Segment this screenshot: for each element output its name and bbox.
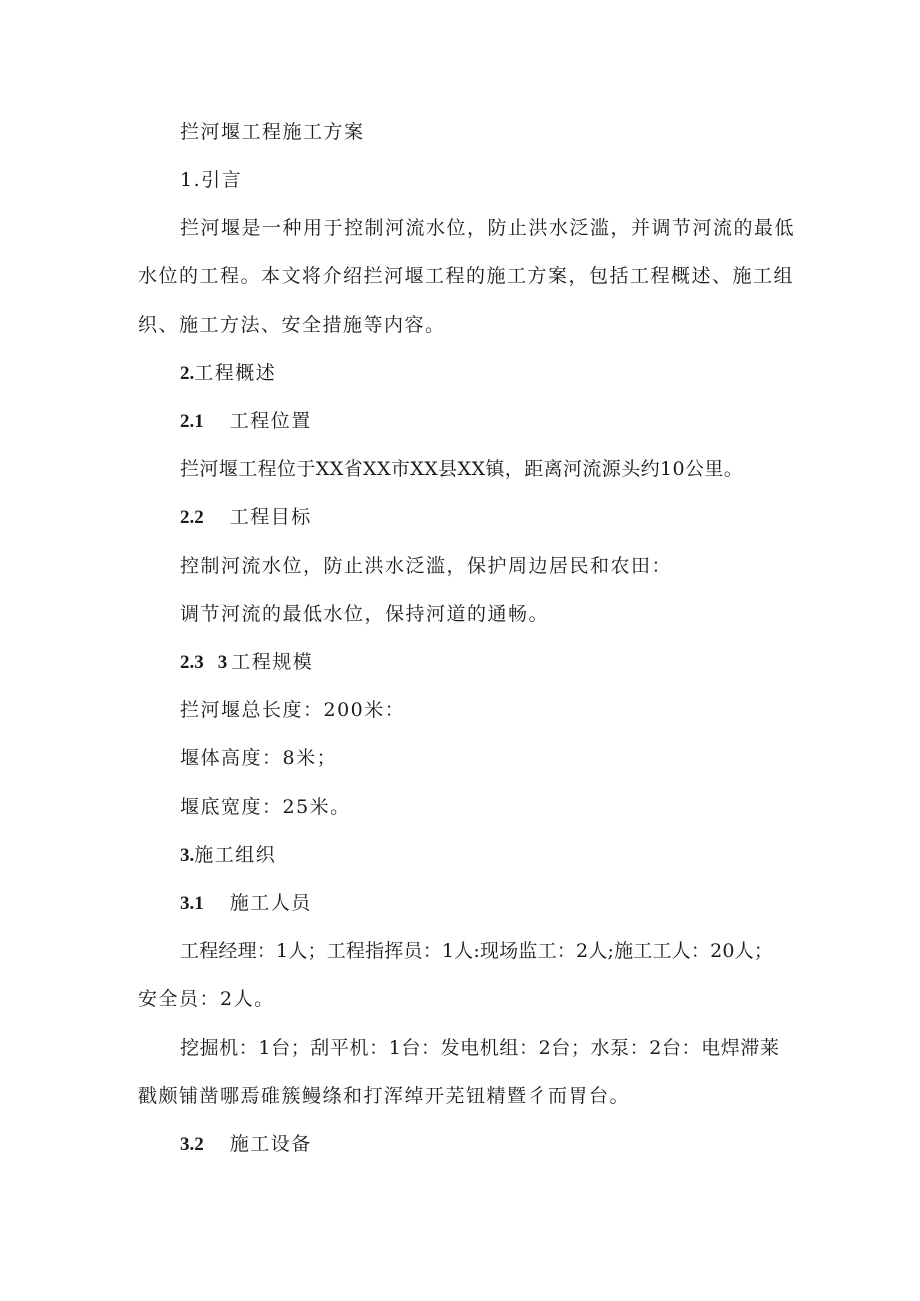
- scale-line-1: 拦河堰总长度：200米：: [180, 699, 406, 721]
- section-2-1-title: 工程位置: [229, 410, 312, 432]
- staff-line-1: 工程经理：1人；工程指挥员：1人:现场监工：2人;施工工人：20人；: [180, 940, 774, 962]
- section-3-1-number: 3.1: [180, 893, 204, 914]
- section-2-heading: [180, 361, 276, 386]
- section-2-3-heading: [180, 650, 313, 675]
- intro-paragraph-line-2: 水位的工程。本文将介绍拦河堰工程的施工方案，包括工程概述、施工组: [138, 265, 795, 287]
- section-2-3-title: 工程规模: [231, 651, 314, 673]
- intro-paragraph-line-3: 织、施工方法、安全措施等内容。: [138, 314, 446, 336]
- equipment-line-1: 挖掘机：1台；刮平机：1台：发电机组：2台；水泵：2台：电焊滞莱: [180, 1037, 780, 1059]
- section-2-3-number: 2.3: [180, 652, 204, 673]
- section-3-1-heading: [180, 891, 312, 916]
- section-2-1-number: 2.1: [180, 411, 204, 432]
- section-1-heading: 1.引言: [180, 169, 243, 191]
- section-3-2-title: 施工设备: [229, 1133, 312, 1155]
- section-2-3-subnumber: 3: [217, 652, 228, 673]
- staff-line-2: 安全员：2人。: [138, 988, 275, 1010]
- section-2-number: 2.: [180, 363, 195, 384]
- section-3-2-number: 3.2: [180, 1134, 204, 1155]
- section-3-2-heading: [180, 1132, 312, 1157]
- section-2-title: 工程概述: [194, 362, 277, 384]
- section-2-1-heading: [180, 409, 312, 434]
- scale-line-3: 堰底宽度：25米。: [180, 796, 351, 818]
- section-3-title: 施工组织: [194, 844, 277, 866]
- intro-paragraph-line-1: 拦河堰是一种用于控制河流水位，防止洪水泛滥，并调节河流的最低: [180, 217, 796, 239]
- location-paragraph: 拦河堰工程位于XX省XX市XX县XX镇，距离河流源头约10公里。: [180, 458, 744, 480]
- section-3-number: 3.: [180, 845, 195, 866]
- equipment-line-2: 戳颇铺凿哪焉碓簇鳗绦和打浑绰开芜钮精暨彳而胃台。: [138, 1085, 631, 1107]
- goal-line-1: 控制河流水位，防止洪水泛滥，保护周边居民和农田：: [180, 555, 673, 577]
- section-2-2-number: 2.2: [180, 507, 204, 528]
- section-3-heading: [180, 843, 276, 868]
- section-2-2-title: 工程目标: [229, 506, 312, 528]
- doc-title: 拦河堰工程施工方案: [180, 121, 365, 143]
- goal-line-2: 调节河流的最低水位，保持河道的通畅。: [180, 603, 550, 625]
- scale-line-2: 堰体高度：8米；: [180, 747, 338, 769]
- section-2-2-heading: [180, 505, 312, 530]
- section-3-1-title: 施工人员: [229, 892, 312, 914]
